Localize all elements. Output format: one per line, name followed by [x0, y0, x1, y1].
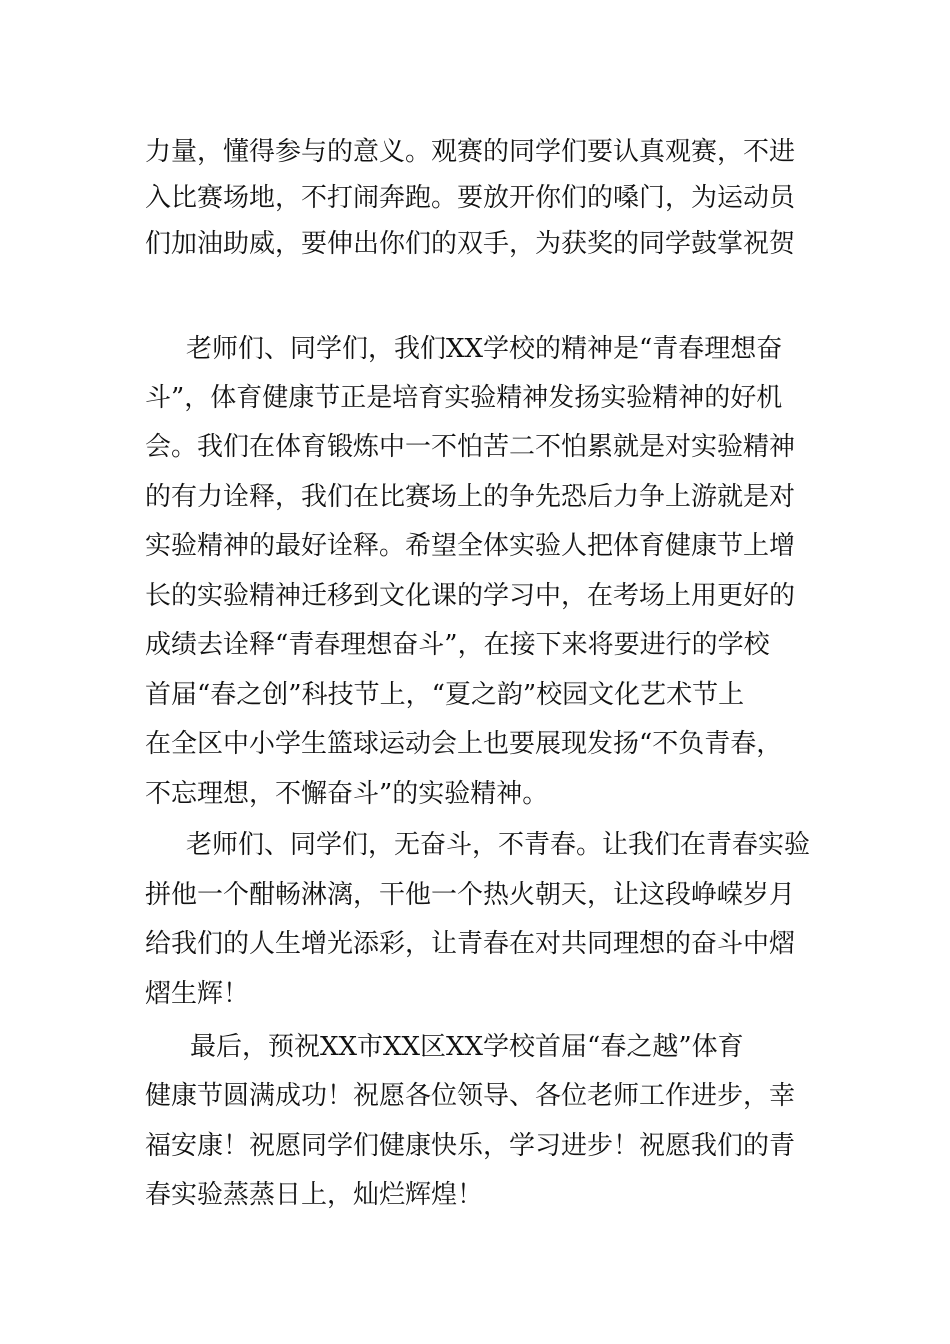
text-line: 健康节圆满成功！祝愿各位领导、各位老师工作进步，幸 [145, 1081, 796, 1111]
text-line: 斗”，体育健康节正是培育实验精神发扬实验精神的好机 [145, 383, 783, 413]
text-line: 力量，懂得参与的意义。观赛的同学们要认真观赛，不进 [145, 137, 796, 167]
text-line: 老师们、同学们，无奋斗，不青春。让我们在青春实验 [186, 830, 811, 860]
text-line: 的有力诠释，我们在比赛场上的争先恐后力争上游就是对 [145, 482, 796, 512]
text-line: 拼他一个酣畅淋漓，干他一个热火朝天，让这段峥嵘岁月 [145, 880, 796, 910]
text-line: 最后，预祝XX市XX区XX学校首届“春之越”体育 [190, 1032, 744, 1062]
text-line: 成绩去诠释“青春理想奋斗”，在接下来将要进行的学校 [145, 630, 770, 660]
text-line: 不忘理想，不懈奋斗”的实验精神。 [145, 779, 549, 809]
text-line: 老师们、同学们，我们XX学校的精神是“青春理想奋 [186, 334, 783, 364]
text-line: 在全区中小学生篮球运动会上也要展现发扬“不负青春， [145, 729, 783, 759]
text-line: 实验精神的最好诠释。希望全体实验人把体育健康节上增 [145, 531, 796, 561]
text-line: 入比赛场地，不打闹奔跑。要放开你们的嗓门，为运动员 [145, 183, 796, 213]
text-line: 首届“春之创”科技节上，“夏之韵”校园文化艺术节上 [145, 680, 745, 710]
text-line: 福安康！祝愿同学们健康快乐，学习进步！祝愿我们的青 [145, 1131, 796, 1161]
text-line: 春实验蒸蒸日上，灿烂辉煌！ [145, 1180, 484, 1210]
text-line: 会。我们在体育锻炼中一不怕苦二不怕累就是对实验精神 [145, 432, 796, 462]
text-line: 熠生辉！ [145, 979, 250, 1009]
text-line: 给我们的人生增光添彩，让青春在对共同理想的奋斗中熠 [145, 929, 796, 959]
text-line: 长的实验精神迁移到文化课的学习中，在考场上用更好的 [145, 581, 796, 611]
text-line: 们加油助威，要伸出你们的双手，为获奖的同学鼓掌祝贺 [145, 229, 796, 259]
